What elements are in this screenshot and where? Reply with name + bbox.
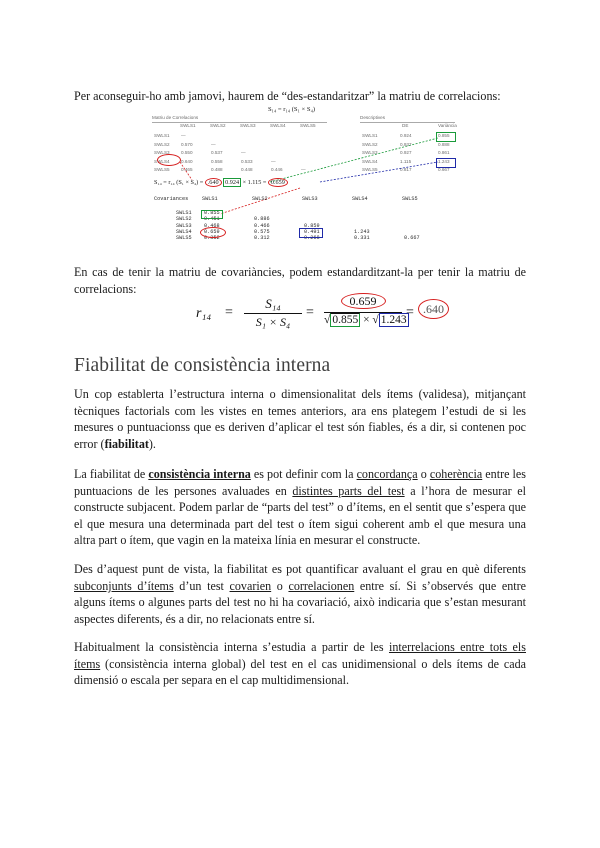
p5-underline-correlacionen: correlacionen (288, 578, 355, 593)
cov-col-header: SWLS4 (352, 196, 368, 202)
p3-text-c: ). (148, 436, 156, 451)
corr-cell: 0.570 (181, 141, 193, 147)
corr-row-label: SWLS3 (154, 150, 170, 155)
p3-text-a: Un cop establerta l’estructura interna o dimensionalitat dels ítems (validesa), mitjançant tècniques factorials com les vistes en temes anteriors, ara ens plategem l’estudi de si les mesures o puntuacionss que es deriven d’aplicar el test són fiables, és a dir, si contenen poc error ( (74, 387, 526, 451)
desc-cell-var: 0.861 (438, 150, 450, 155)
corr-col-header: SWLS1 (180, 123, 196, 128)
cov-circle-red (200, 227, 226, 238)
corr-col-header: SWLS5 (300, 123, 316, 128)
cov-highlight-blue (299, 228, 323, 238)
cov-cell: 0.331 (354, 235, 370, 242)
cov-col-header: SWLS5 (402, 196, 418, 202)
p4-underline-concordanca: concordança (356, 467, 418, 481)
desc-row-label: SWLS2 (362, 141, 378, 147)
cov-cell: 0.491 (304, 228, 320, 235)
cov-row-label: SWLS5 (176, 235, 192, 242)
middle-formula-lhs: S₁₄ = r₁₄ (S₁ × S₄) = (154, 179, 204, 186)
formula-eq2: = (306, 305, 314, 320)
cov-row-label: SWLS3 (176, 222, 192, 229)
corr-table-title: Matriu de Correlacions (152, 115, 199, 120)
corr-row-label: SWLS5 (154, 167, 170, 172)
variance-s4-value: 1.243 (380, 314, 407, 326)
desc-col-header: DE (402, 123, 409, 128)
corr-col-header: SWLS3 (240, 123, 256, 128)
cov-cell: 0.312 (254, 235, 270, 242)
corr-cell: — (181, 133, 186, 138)
desc-cell-de: 0.937 (400, 141, 412, 147)
formula-result (418, 302, 449, 317)
desc-cell-var: 0.888 (438, 141, 450, 147)
cov-row-label: SWLS4 (176, 228, 192, 235)
corr-cell: 0.558 (211, 158, 223, 164)
p3-bold-fiabilitat: fiabilitat (104, 436, 149, 451)
p6-text-c: (consistència interna global) del test en el cas unidimensional o dels ítems de cada dimensió o escala per separa en el cap multidimensional. (74, 656, 526, 688)
paragraph-intro (74, 88, 526, 105)
desc-cell-de: 1.115 (400, 158, 412, 164)
cov-row-label: SWLS2 (176, 216, 192, 223)
middle-formula-s4: × 1.115 = (242, 179, 267, 186)
paragraph-covariance-text: En cas de tenir la matriu de covariàncies, podem estandarditzant-la per tenir la matriu de correlacions: (74, 265, 526, 296)
corr-cell: 0.448 (241, 167, 253, 172)
cov-cell: 0.466 (254, 222, 270, 229)
corr-cell: 0.446 (271, 167, 283, 172)
cov-cell: 0.575 (254, 228, 270, 235)
figure-jamovi-tables (150, 106, 480, 246)
cov-cell: 0.468 (204, 222, 220, 229)
corr-row-label: SWLS2 (154, 141, 170, 147)
corr-col-header: SWLS2 (210, 123, 226, 128)
formula-fraction-bar (244, 313, 302, 314)
p5-text-a: Des d’aquest punt de vista, la fiabilitat es pot quantificar avaluant el grau en què diferents (74, 562, 526, 576)
cov-row-label: SWLS1 (176, 210, 192, 216)
section-heading: Fiabilitat de consistència interna (74, 355, 331, 376)
figure-standardization-formula (192, 292, 444, 338)
p4-text-i: a l’hora de mesurar el constructe subjacent. Podem parlar de “parts del test” o d’ítems, en el sentit que s’espera que el que mesura una determinada part del test o ítem sigui coherent amb el que mesura una altra part o ítem, que vagin en la mateixa línia en mesurar el constructe. (74, 483, 526, 548)
sqrt-symbol-1: √ (324, 314, 331, 326)
corr-cell: 0.550 (181, 150, 193, 155)
cov-col-header: SWLS2 (252, 196, 268, 202)
p4-text-c: es pot definir com la (250, 467, 357, 481)
p6-text-a: Habitualment la consistència interna s’estudia a partir de les (74, 640, 389, 654)
p5-text-g: entre sí. Si s’observés que entre alguns ítems o algunes parts del test no hi ha covariació, això indicaria que s’estan mesurant aspectes diferents, és a dir, no relacionats entre sí. (74, 578, 527, 626)
top-formula: S₁₄ = r₁₄ (S₁ × S₄) (268, 106, 316, 113)
corr-cell: — (211, 141, 216, 147)
cov-cell: 0.659 (204, 228, 220, 235)
formula-numerator: S₁₄ (265, 296, 281, 311)
formula-numerator-value (324, 294, 402, 309)
cov-col-header: SWLS3 (302, 196, 318, 202)
p4-text-a: La fiabilitat de (74, 467, 149, 481)
corr-cell: — (301, 167, 306, 172)
middle-formula (154, 179, 288, 186)
corr-col-header: SWLS4 (270, 123, 286, 128)
cov-cell: 0.268 (304, 235, 320, 242)
corr-cell: 0.533 (241, 158, 253, 164)
p4-underline-parts: distintes parts del test (292, 483, 405, 498)
desc-row-label: SWLS5 (362, 167, 378, 172)
corr-cell: 0.465 (181, 167, 193, 172)
formula-eq3: = (406, 305, 414, 320)
desc-row-label: SWLS3 (362, 150, 378, 155)
desc-cell-var: 1.243 (438, 158, 450, 164)
desc-cell-var: 0.667 (438, 167, 450, 172)
p5-underline-covarien: covarien (229, 578, 272, 593)
corr-cell: 0.537 (211, 150, 223, 155)
paragraph-internal-consistency (74, 466, 526, 549)
desc-cell-de: 0.927 (400, 150, 412, 155)
p6-underline-interrelacions: interrelacions entre tots els ítems (74, 640, 526, 671)
paragraph-intro-text: Per aconseguir-ho amb jamovi, haurem de “des-estandaritzar” la matriu de correlacions: (74, 89, 501, 103)
desc-cell-var: 0.855 (438, 133, 450, 138)
paragraph-reliability-intro (74, 386, 526, 452)
corr-cell: 0.640 (181, 158, 193, 164)
cov-table-title: Covariances (154, 196, 189, 202)
desc-row-label: SWLS1 (362, 133, 378, 138)
corr-row-label: SWLS4 (154, 158, 170, 164)
cov-cell: 0.667 (404, 235, 420, 242)
formula-eq1: = (225, 305, 233, 320)
cov-cell: 0.855 (204, 210, 220, 216)
corr-cell: 0.488 (211, 167, 223, 172)
desc-col-header: Variància (438, 123, 457, 128)
middle-formula-r: .640 (205, 178, 222, 187)
p4-text-e: o (417, 467, 430, 481)
cov-cell: 1.243 (354, 228, 370, 235)
middle-formula-result: 0.659 (268, 178, 288, 187)
formula-denominator-values (324, 314, 409, 326)
corr-cell: — (271, 158, 276, 164)
formula-lhs: r₁₄ (196, 306, 212, 321)
cov-cell: 0.451 (204, 216, 220, 223)
cov-cell: 0.886 (254, 216, 270, 223)
p5-underline-subconjunts: subconjunts d’ítems (74, 578, 174, 593)
paragraph-point-of-view (74, 561, 526, 627)
corr-cell: — (241, 150, 246, 155)
cov-col-header: SWLS1 (202, 196, 218, 202)
p4-underline-coherencia: coherència (429, 467, 483, 481)
cov-highlight-green (201, 210, 223, 219)
formula-numerator-value-text: 0.659 (341, 293, 386, 309)
p5-text-c: d’un test (173, 578, 230, 593)
paragraph-habitual (74, 639, 526, 689)
p4-text-g: entre les puntuacions de les persones avaluades en (74, 467, 526, 498)
formula-result-text: .640 (418, 299, 449, 319)
sqrt-symbol-2: × √ (363, 314, 379, 326)
p5-text-e: o (271, 578, 289, 593)
p4-bold-consistencia: consistència interna (148, 467, 251, 481)
formula-denominator: S₁ × S₄ (255, 315, 291, 329)
corr-row-label: SWLS1 (154, 133, 170, 138)
middle-formula-s1: 0.924 (225, 179, 240, 186)
cov-cell: 0.352 (204, 235, 220, 242)
desc-table-title: Descriptives (360, 115, 386, 120)
cov-cell: 0.859 (304, 222, 320, 229)
desc-row-label: SWLS4 (362, 158, 378, 164)
desc-cell-de: 0.924 (400, 133, 412, 138)
variance-s1-value: 0.855 (332, 314, 359, 326)
desc-cell-de: 0.817 (400, 167, 412, 172)
